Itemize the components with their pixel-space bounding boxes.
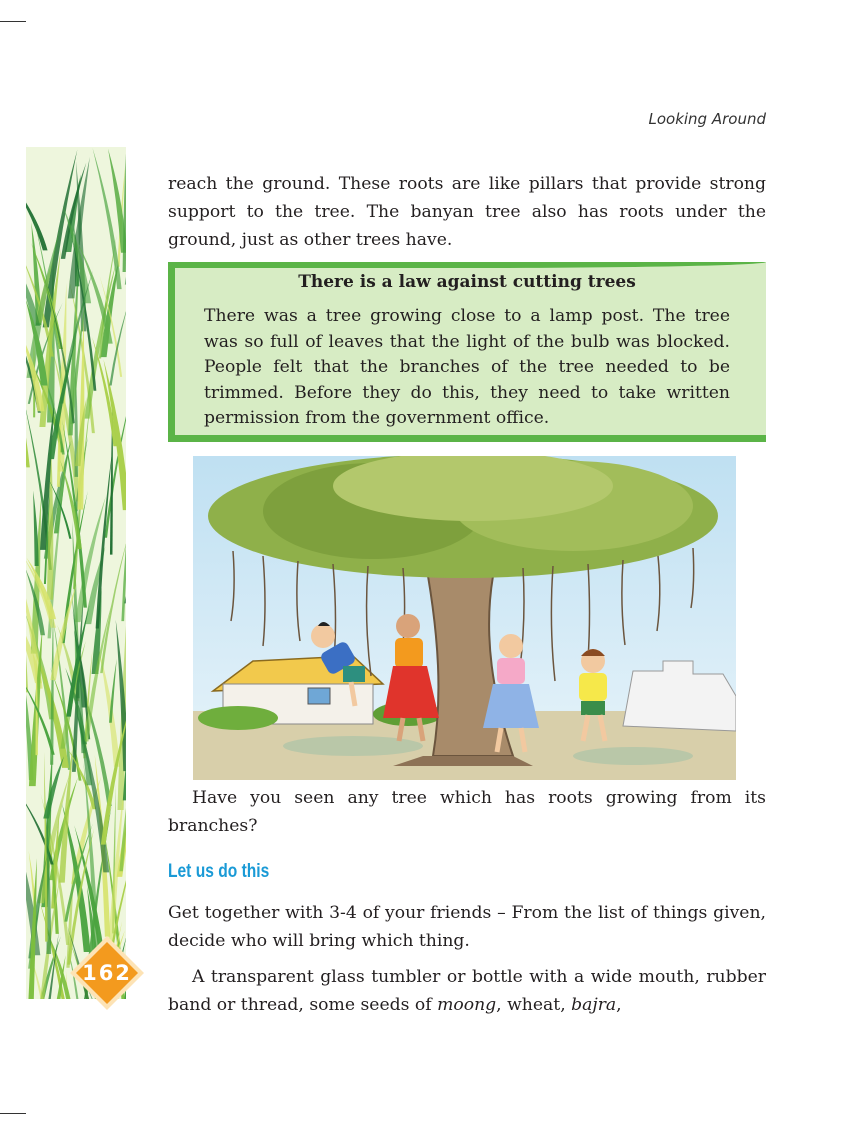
grass-border-decoration	[26, 147, 126, 999]
crop-mark-bottom	[0, 1113, 26, 1114]
note-box-title: There is a law against cutting trees	[298, 272, 636, 292]
page-number: 162	[82, 961, 132, 985]
question-paragraph: Have you seen any tree which has roots growing from its branches?	[168, 788, 766, 836]
note-box-bottom-border	[168, 435, 766, 442]
activity-paragraph: Get together with 3-4 of your friends – From the list of things given, decide who will bring which thing.	[168, 903, 766, 951]
banyan-tree-illustration	[193, 456, 736, 780]
materials-moong: moong	[437, 995, 497, 1015]
materials-bajra: bajra	[571, 995, 617, 1015]
materials-text-3: ,	[616, 995, 622, 1015]
crop-mark-top	[0, 21, 26, 22]
intro-paragraph: reach the ground. These roots are like pillars that provide strong support to the tree. The banyan tree also has roots under the ground, just as other trees have.	[168, 174, 766, 250]
note-box-top-border	[168, 262, 766, 268]
section-heading: Let us do this	[168, 861, 270, 882]
materials-paragraph	[168, 963, 766, 1019]
running-header: Looking Around	[648, 110, 766, 128]
note-box-body: There was a tree growing close to a lamp post. The tree was so full of leaves that the light of the bulb was blocked. People felt that the branches of the tree needed to be trimmed. Before they do this, they need to take written permission from the government office.	[204, 306, 730, 428]
note-box	[168, 262, 766, 442]
page-number-badge	[68, 934, 146, 1012]
materials-text-2: , wheat,	[496, 995, 572, 1015]
materials-text-1: A transparent glass tumbler or bottle with a wide mouth, rubber band or thread, some seeds of	[168, 967, 766, 1015]
